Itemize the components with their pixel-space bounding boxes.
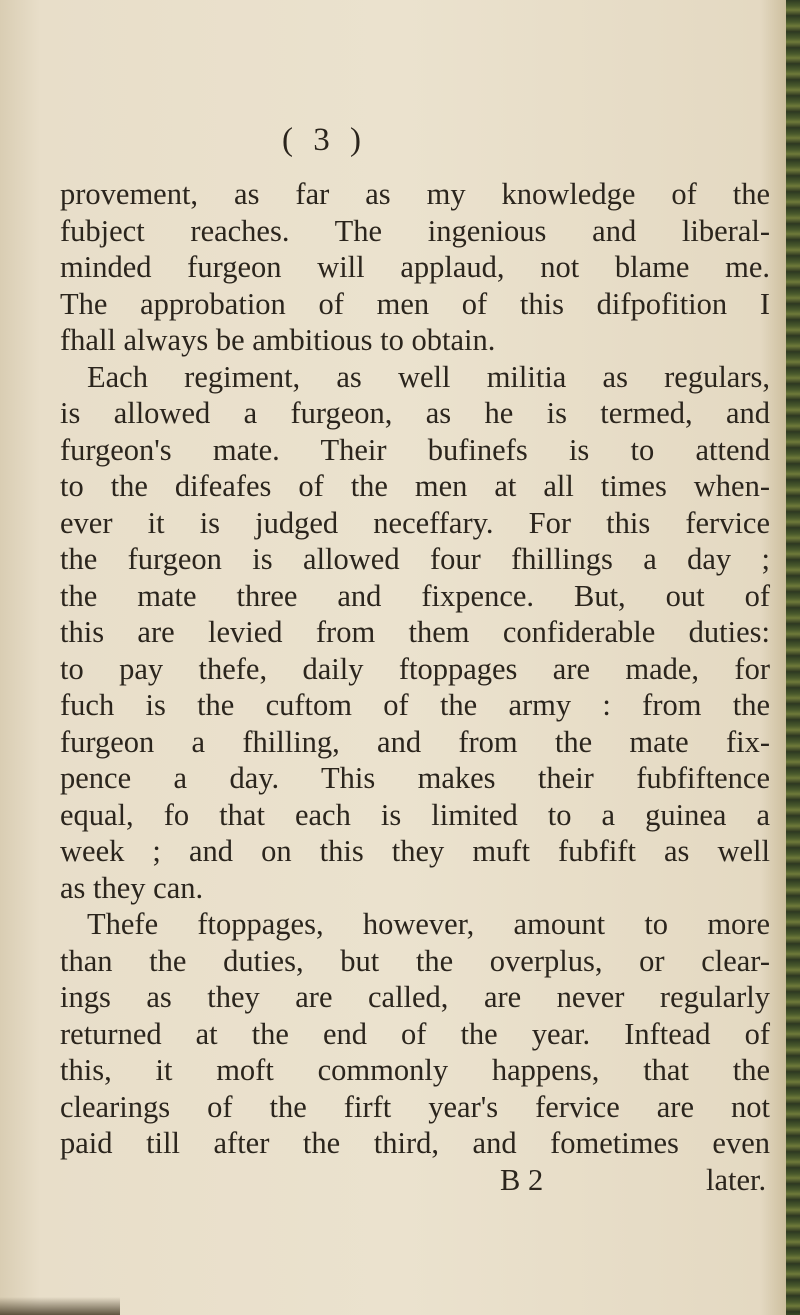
page-number: ( 3 ) <box>282 122 367 158</box>
text-line: the furgeon is allowed four fhillings a day ; <box>60 542 770 576</box>
text-line: minded furgeon will applaud, not blame me. <box>60 250 770 284</box>
text-line: to the difeafes of the men at all times when- <box>60 469 770 503</box>
text-line: returned at the end of the year. Inftead of <box>60 1016 770 1051</box>
signature-mark: B 2 <box>500 1162 544 1197</box>
text-line: this, it moft commonly happens, that the <box>60 1053 770 1087</box>
text-line: fhall always be ambitious to obtain. <box>60 323 496 357</box>
text-line: than the duties, but the overplus, or clear- <box>60 943 770 978</box>
text-line: ever it is judged neceffary. For this fervice <box>60 505 770 540</box>
text-line: fuch is the cuftom of the army : from the <box>60 688 770 722</box>
catchword: later. <box>706 1162 767 1197</box>
text-line: equal, fo that each is limited to a guinea a <box>60 797 770 832</box>
body-text <box>60 176 770 1198</box>
book-spine-edge <box>786 0 800 1315</box>
text-line: provement, as far as my knowledge of the <box>60 177 770 211</box>
text-line: paid till after the third, and fometimes even <box>60 1126 770 1160</box>
text-line: this are levied from them confiderable duties: <box>60 615 770 649</box>
page-corner-shadow <box>0 1297 120 1315</box>
text-line: Each regiment, as well militia as regulars, <box>87 359 770 394</box>
text-line: clearings of the firft year's fervice are not <box>60 1089 770 1124</box>
page-footer <box>60 1162 770 1199</box>
text-line: is allowed a furgeon, as he is termed, and <box>60 396 770 430</box>
text-line: pence a day. This makes their fubfiftence <box>60 761 770 795</box>
text-line: The approbation of men of this difpofition I <box>60 286 770 321</box>
text-line: furgeon's mate. Their bufinefs is to attend <box>60 432 770 467</box>
text-line: ings as they are called, are never regularly <box>60 980 770 1014</box>
text-line: the mate three and fixpence. But, out of <box>60 578 770 613</box>
text-line: fubject reaches. The ingenious and liberal- <box>60 213 770 248</box>
text-line: furgeon a fhilling, and from the mate fix- <box>60 724 770 759</box>
text-line: as they can. <box>60 870 204 905</box>
text-line: Thefe ftoppages, however, amount to more <box>87 907 770 941</box>
text-line: week ; and on this they muft fubfift as well <box>60 834 770 868</box>
text-line: to pay thefe, daily ftoppages are made, for <box>60 651 770 686</box>
